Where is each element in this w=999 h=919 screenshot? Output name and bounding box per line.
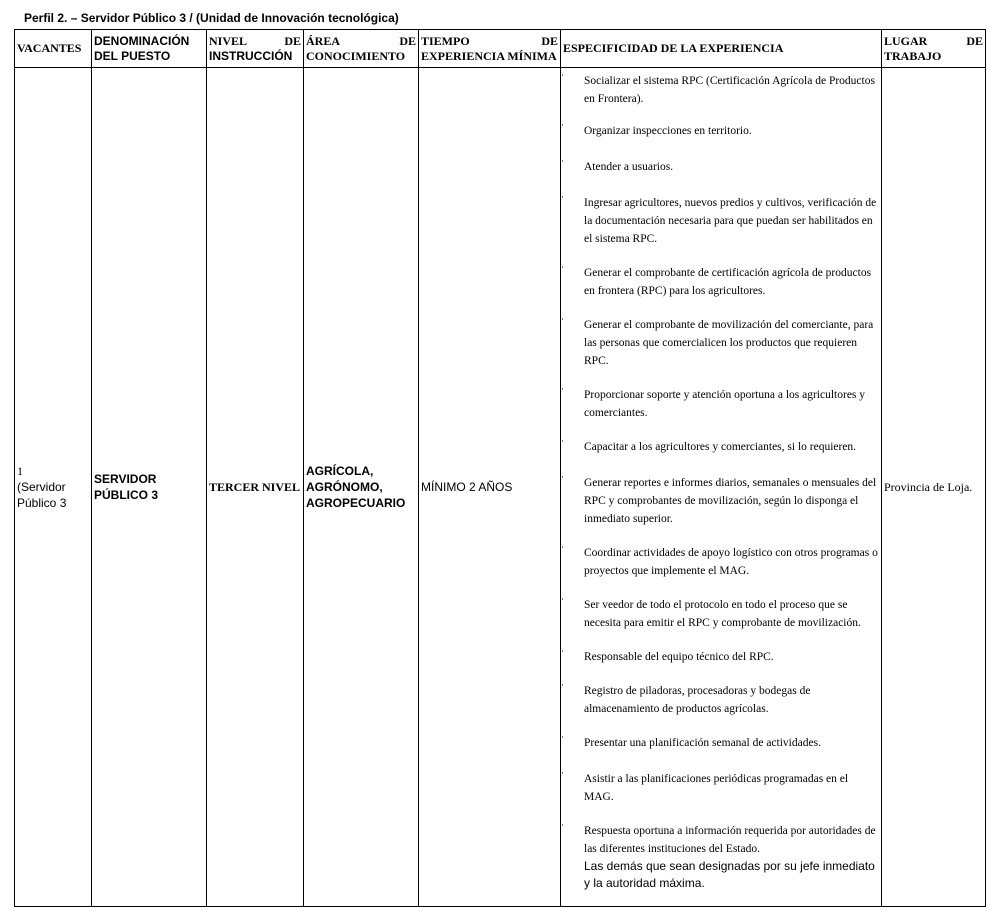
header-nivel: NIVEL DE INSTRUCCIÓN [207,30,304,68]
bullet-icon: · [561,262,564,272]
duty-list [561,68,881,892]
duty-item: · Asistir a las planificaciones periódicas programadas en el MAG. [561,768,849,803]
bullet-icon: · [561,680,564,690]
cell-denominacion: SERVIDOR PÚBLICO 3 [92,68,207,907]
bullet-icon: · [561,314,564,324]
duty-item: · Atender a usuarios. [561,156,674,173]
bullet-icon: · [561,820,564,830]
profile-row [15,68,986,907]
header-area: ÁREA DE CONOCIMIENTO [304,30,419,68]
bullet-icon: · [561,192,564,202]
header-lugar: LUGAR DE TRABAJO [882,30,986,68]
duty-item: · Ingresar agricultores, nuevos predios y cultivos, verificación de la documentación necesaria para que puedan ser habilitados en el sistema RPC. [561,192,877,245]
cell-vacantes: 1 (Servidor Público 3 [15,68,92,907]
duty-item: · Proporcionar soporte y atención oportuna a los agricultores y comerciantes. [561,384,866,419]
cell-area: AGRÍCOLA, AGRÓNOMO, AGROPECUARIO [304,68,419,907]
bullet-icon: · [561,156,564,166]
bullet-icon: · [561,120,564,130]
header-tiempo: TIEMPO DE EXPERIENCIA MÍNIMA [419,30,561,68]
header-denominacion: DENOMINACIÓN DEL PUESTO [92,30,207,68]
duty-item: · Respuesta oportuna a información requerida por autoridades de las diferentes instituciones del Estado. [561,820,876,855]
bullet-icon: · [561,472,564,482]
bullet-icon: · [561,646,564,656]
profile-table [14,29,986,907]
bullet-icon: · [561,768,564,778]
bullet-icon: · [561,732,564,742]
duty-item-final: Las demás que sean designadas por su jefe inmediato y la autoridad máxima. [584,859,875,890]
bullet-icon: · [561,542,564,552]
duty-item: · Organizar inspecciones en territorio. [561,120,752,137]
duty-item: · Presentar una planificación semanal de actividades. [561,732,821,749]
cell-especificidad [561,68,882,907]
cell-nivel: TERCER NIVEL [207,68,304,907]
duty-item: · Ser veedor de todo el protocolo en todo el proceso que se necesita para emitir el RPC y comprobante de movilización. [561,594,861,629]
header-vacantes: VACANTES [15,30,92,68]
duty-item: · Socializar el sistema RPC (Certificación Agrícola de Productos en Frontera). [561,70,875,105]
bullet-icon: · [561,70,564,80]
header-row [15,30,986,68]
duty-item: · Coordinar actividades de apoyo logístico con otros programas o proyectos que implemente el MAG. [561,542,878,577]
duty-item: · Capacitar a los agricultores y comerciantes, si lo requieren. [561,436,857,453]
duty-item: · Responsable del equipo técnico del RPC. [561,646,774,663]
duty-item: · Generar el comprobante de certificación agrícola de productos en frontera (RPC) para los agricultores. [561,262,872,297]
bullet-icon: · [561,384,564,394]
duty-item: · Registro de piladoras, procesadoras y bodegas de almacenamiento de productos agrícolas. [561,680,811,715]
bullet-icon: · [561,594,564,604]
cell-tiempo: MÍNIMO 2 AÑOS [419,68,561,907]
cell-lugar: Provincia de Loja. [882,68,986,907]
bullet-icon: · [561,436,564,446]
document-title: Perfil 2. – Servidor Público 3 / (Unidad de Innovación tecnológica) [24,11,399,25]
header-especificidad: ESPECIFICIDAD DE LA EXPERIENCIA [561,30,882,68]
duty-item: · Generar reportes e informes diarios, semanales o mensuales del RPC y comprobantes de movilización, según lo disponga el inmediato superior. [561,472,877,525]
duty-item: · Generar el comprobante de movilización del comerciante, para las personas que comercialicen los productos que requieren RPC. [561,314,874,367]
